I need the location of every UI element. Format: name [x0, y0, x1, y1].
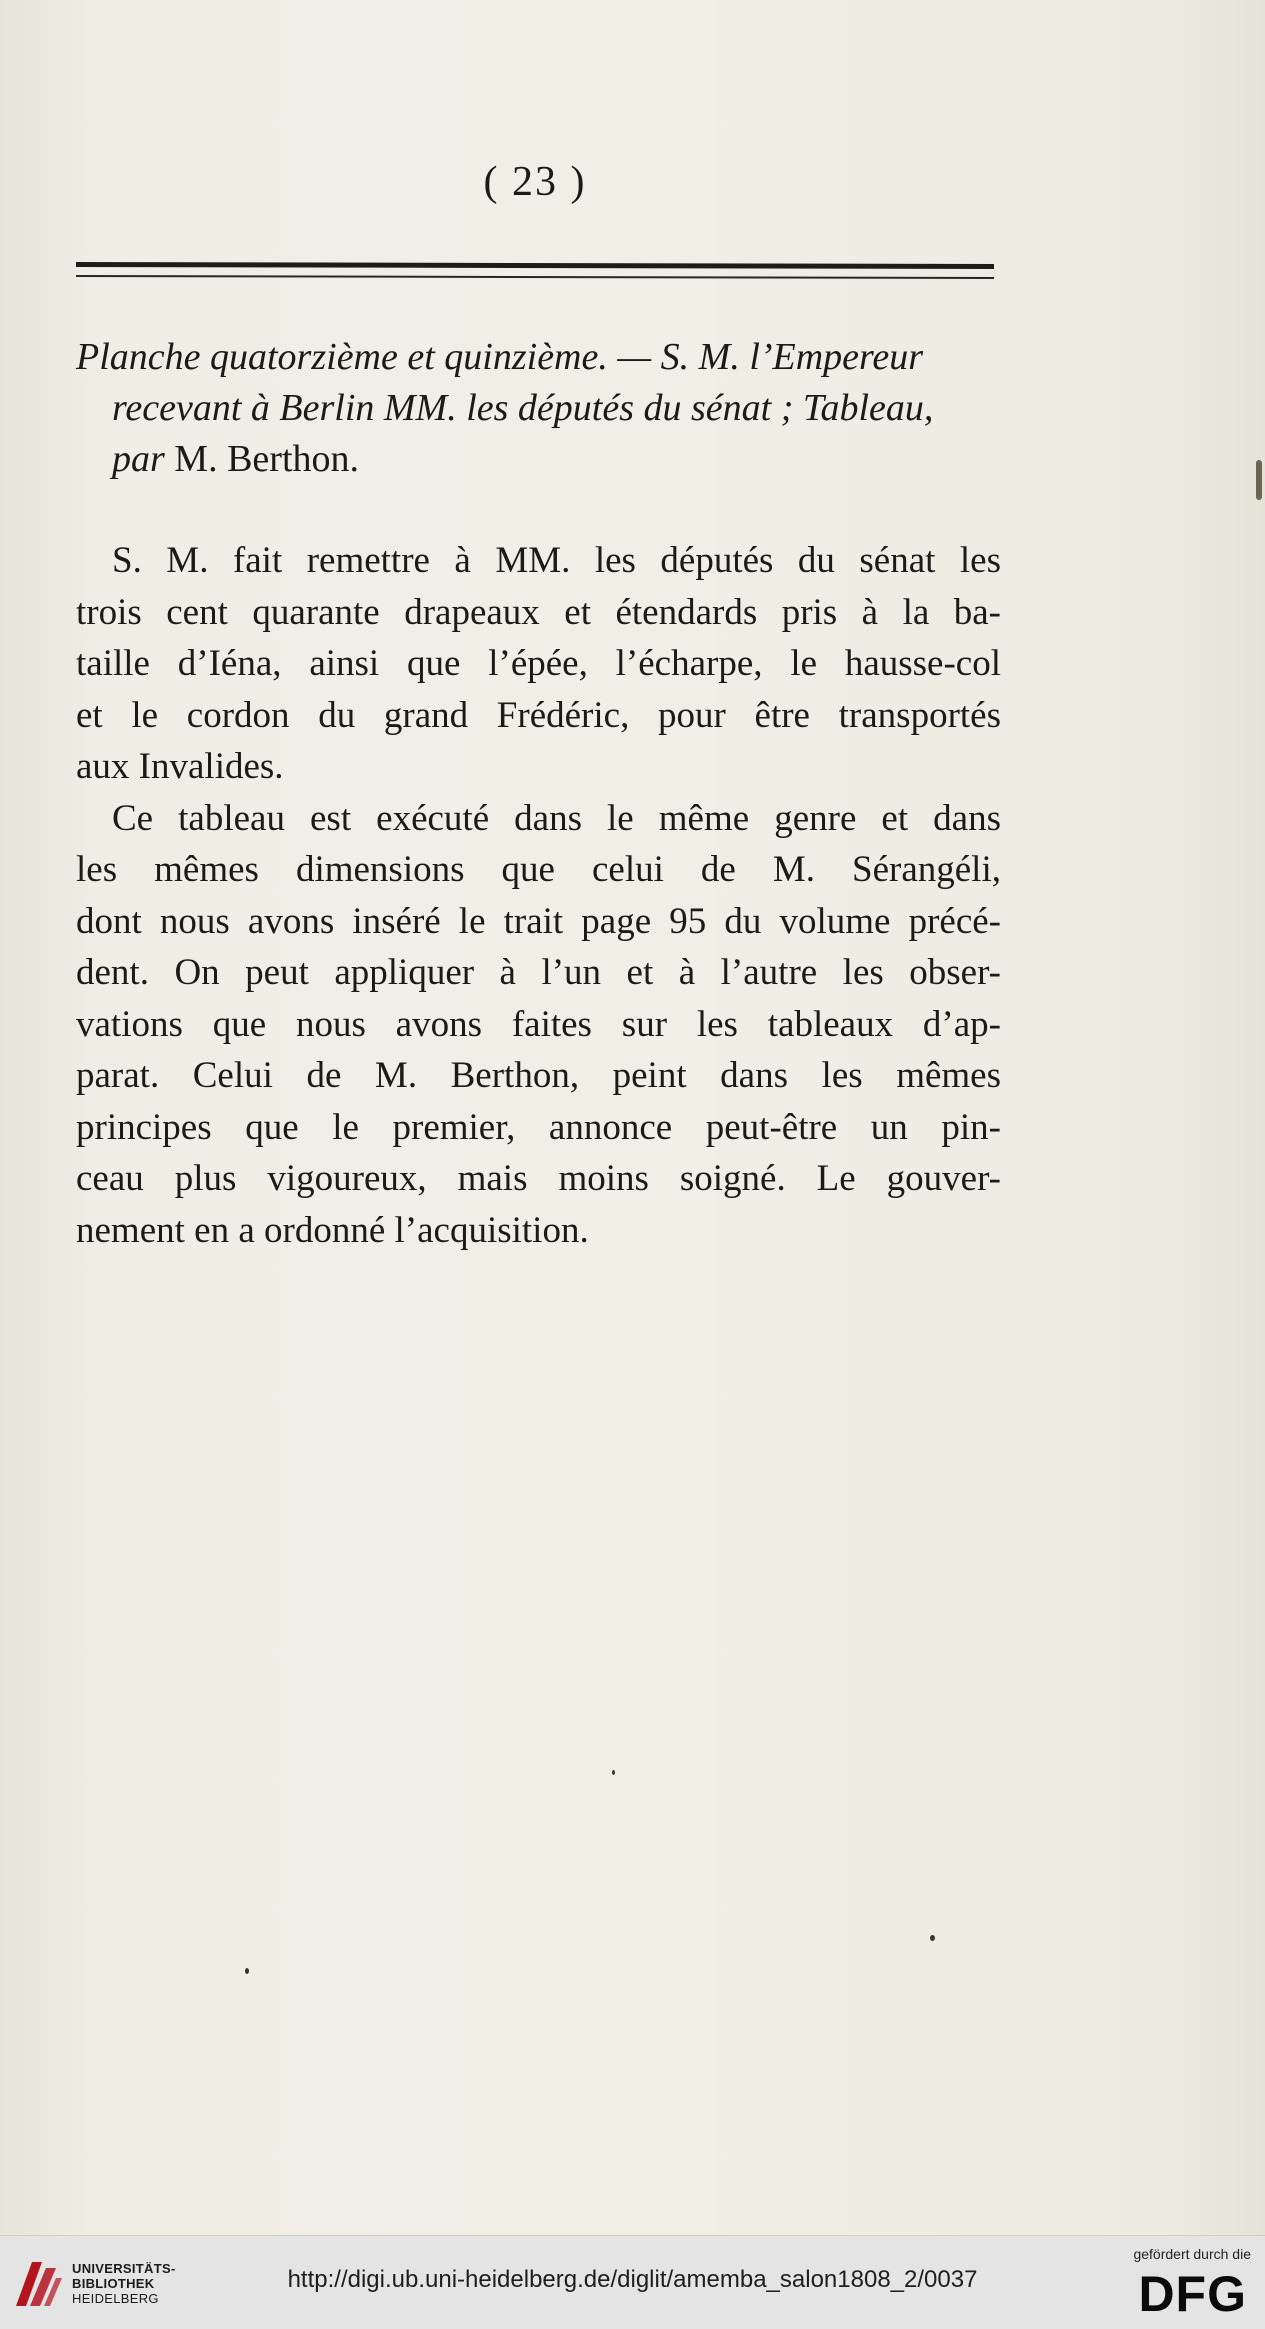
text-line: nement en a ordonné l’acquisition. [76, 1209, 589, 1251]
paper-speck [245, 1968, 249, 1974]
permalink-url[interactable]: http://digi.ub.uni-heidelberg.de/diglit/amemba_salon1808_2/0037 [287, 2266, 978, 2293]
heading-author: M. Berthon. [174, 438, 360, 480]
library-name-line: HEIDELBERG [72, 2291, 159, 2306]
heading-line: recevant à Berlin MM. les députés du sénat ; Tableau, [112, 387, 934, 429]
paragraph-1 [76, 535, 1001, 793]
double-rule-top [76, 262, 994, 269]
paper-speck [930, 1935, 935, 1941]
text-line: les mêmes dimensions que celui de M. Sérangéli, [76, 849, 1001, 890]
text-line: trois cent quarante drapeaux et étendards pris à la ba- [76, 591, 1001, 633]
text-line: principes que le premier, annonce peut-être un pin- [76, 1106, 1001, 1148]
plate-heading [76, 332, 1001, 485]
text-line: ceau plus vigoureux, mais moins soigné. Le gouver- [76, 1158, 1001, 1199]
text-line: taille d’Iéna, ainsi que l’épée, l’écharpe, le hausse-col [76, 643, 1001, 684]
text-line: parat. Celui de M. Berthon, peint dans les mêmes [76, 1055, 1001, 1096]
heading-line: Planche quatorzième et quinzième. — S. M. l’Empereur [76, 336, 924, 378]
text-line: S. M. fait remettre à MM. les députés du sénat les [112, 540, 1001, 581]
heading-line [76, 434, 1001, 485]
page-edge-mark [1256, 460, 1262, 500]
body-text [76, 535, 1001, 1256]
text-line: Ce tableau est exécuté dans le même genre et dans [112, 797, 1001, 839]
library-name-line: UNIVERSITÄTS- [72, 2261, 176, 2276]
funding-label: gefördert durch die [1133, 2246, 1251, 2262]
paragraph-2 [76, 793, 1001, 1257]
viewer-footer [0, 2235, 1265, 2329]
dfg-logo: DFG [1138, 2266, 1247, 2322]
paper-speck [612, 1770, 615, 1775]
text-line: dont nous avons inséré le trait page 95 du volume précé- [76, 900, 1001, 942]
text-line: aux Invalides. [76, 746, 284, 787]
heading-par: par [112, 438, 165, 480]
text-line: dent. On peut appliquer à l’un et à l’autre les obser- [76, 952, 1001, 993]
text-line: vations que nous avons faites sur les tableaux d’ap- [76, 1003, 1001, 1045]
text-line: et le cordon du grand Frédéric, pour être transportés [76, 694, 1001, 736]
library-name-line: BIBLIOTHEK [72, 2276, 155, 2291]
page-number: ( 23 ) [483, 159, 587, 205]
double-rule-bottom [76, 275, 994, 279]
